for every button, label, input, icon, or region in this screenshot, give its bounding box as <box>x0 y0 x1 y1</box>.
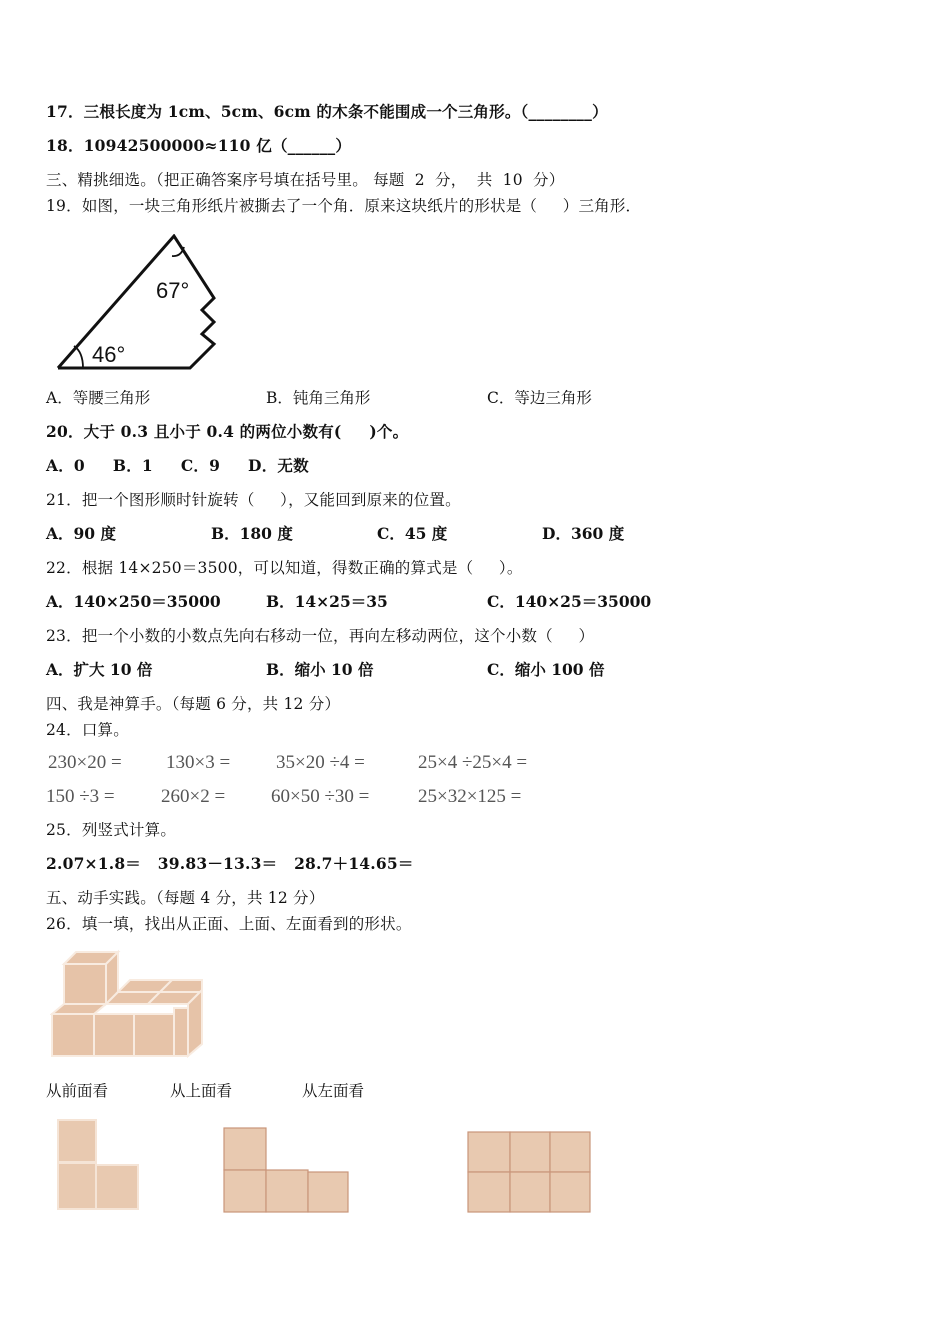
torn-triangle-figure <box>56 234 222 372</box>
left-view-figure <box>466 1130 594 1214</box>
calc-item: 260×2 = <box>161 786 226 807</box>
question-26: 26．填一填，找出从正面、上面、左面看到的形状。 <box>46 915 412 933</box>
question-17: 17．三根长度为 1cm、5cm、6cm 的木条不能围成一个三角形。（________） <box>46 102 608 121</box>
cube-stack-figure <box>50 948 204 1060</box>
q23-option-c[interactable]: C．缩小 100 倍 <box>487 660 605 679</box>
q21-option-b[interactable]: B．180 度 <box>211 524 293 543</box>
question-24: 24．口算。 <box>46 721 129 739</box>
view-label-top: 从上面看 <box>170 1082 233 1100</box>
calc-item: 230×20 = <box>48 752 122 773</box>
section-3-heading: 三、精挑细选。（把正确答案序号填在括号里。 每题 2 分， 共 10 分） <box>46 171 565 189</box>
question-23: 23．把一个小数的小数点先向右移动一位，再向左移动两位，这个小数（ ） <box>46 627 595 645</box>
q19-option-c[interactable]: C．等边三角形 <box>487 389 592 407</box>
question-19: 19．如图，一块三角形纸片被撕去了一个角．原来这块纸片的形状是（ ）三角形． <box>46 197 642 215</box>
angle-67-label: 67° <box>156 278 190 303</box>
angle-46-label: 46° <box>92 342 126 367</box>
q23-option-a[interactable]: A．扩大 10 倍 <box>46 660 153 679</box>
q20-options[interactable]: A．0 B．1 C．9 D．无数 <box>46 456 309 475</box>
calc-item: 60×50 ÷30 = <box>271 786 370 807</box>
q22-option-b[interactable]: B．14×25＝35 <box>266 592 388 611</box>
calc-item: 35×20 ÷4 = <box>276 752 365 773</box>
calc-item: 25×4 ÷25×4 = <box>418 752 528 773</box>
q21-option-a[interactable]: A．90 度 <box>46 524 116 543</box>
q19-option-a[interactable]: A．等腰三角形 <box>46 389 151 407</box>
question-22: 22．根据 14×250＝3500，可以知道，得数正确的算式是（ ）。 <box>46 559 523 577</box>
q22-option-a[interactable]: A．140×250＝35000 <box>46 592 221 611</box>
q21-option-d[interactable]: D．360 度 <box>542 524 625 543</box>
q19-option-b[interactable]: B．钝角三角形 <box>266 389 371 407</box>
section-5-heading: 五、动手实践。（每题 4 分，共 12 分） <box>46 889 325 907</box>
calc-item: 150 ÷3 = <box>46 786 115 807</box>
q23-option-b[interactable]: B．缩小 10 倍 <box>266 660 374 679</box>
section-4-heading: 四、我是神算手。（每题 6 分，共 12 分） <box>46 695 341 713</box>
question-18: 18．10942500000≈110 亿（______） <box>46 136 352 155</box>
calc-item: 25×32×125 = <box>418 786 522 807</box>
q25-items: 2.07×1.8＝ 39.83－13.3＝ 28.7＋14.65＝ <box>46 854 414 873</box>
question-21: 21．把一个图形顺时针旋转（ ），又能回到原来的位置。 <box>46 491 461 509</box>
q22-option-c[interactable]: C．140×25＝35000 <box>487 592 652 611</box>
calc-item: 130×3 = <box>166 752 231 773</box>
top-view-figure <box>222 1126 352 1216</box>
question-25: 25．列竖式计算。 <box>46 821 177 839</box>
q21-option-c[interactable]: C．45 度 <box>377 524 448 543</box>
view-label-left: 从左面看 <box>302 1082 365 1100</box>
question-20: 20．大于 0.3 且小于 0.4 的两位小数有( )个。 <box>46 422 409 441</box>
view-label-front: 从前面看 <box>46 1082 109 1100</box>
front-view-figure <box>56 1118 142 1212</box>
